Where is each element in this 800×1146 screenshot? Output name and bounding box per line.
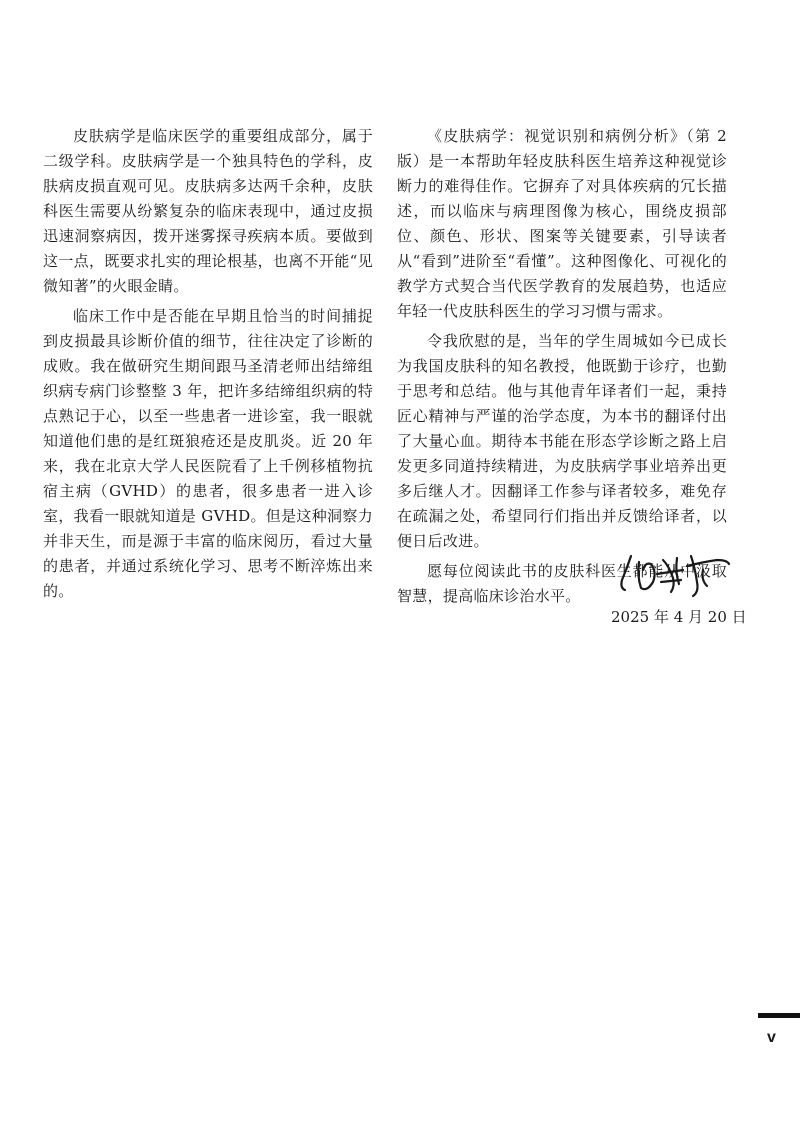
paragraph: 《皮肤病学：视觉识别和病例分析》（第 2 版）是一本帮助年轻皮肤科医生培养这种视觉诊断力的难得佳作。它摒弃了对具体疾病的冗长描述，而以临床与病理图像为核心，围绕皮损部位、颜色、形状、图案等关键要素，引导读者从“看到”进阶至“看懂”。这种图像化、可视化的教学方式契合当代医学教育的发展趋势，也适应年轻一代皮肤科医生的学习习惯与需求。 bbox=[397, 127, 727, 320]
paragraph: 令我欣慰的是，当年的学生周城如今已成长为我国皮肤科的知名教授，他既勤于诊疗，也勤于思考和总结。他与其他青年译者们一起，秉持匠心精神与严谨的治学态度，为本书的翻译付出了大量心血。期待本书能在形态学诊断之路上启发更多同道持续精进，为皮肤病学事业培养出更多后继人才。因翻译工作参与译者较多，难免存在疏漏之处，希望同行们指出并反馈给译者，以便日后改进。 bbox=[397, 332, 727, 550]
date: 2025 年 4 月 20 日 bbox=[611, 608, 747, 626]
right-column bbox=[397, 124, 727, 614]
paragraph: 临床工作中是否能在早期且恰当的时间捕捉到皮损最具诊断价值的细节，往往决定了诊断的成败。我在做研究生期间跟马圣清老师出结缔组织病专病门诊整整 3 年，把许多结缔组织病的特点熟记于心，以至一些患者一进诊室，我一眼就知道他们患的是红斑狼疮还是皮肌炎。近 20 年来，我在北京大学人民医院看了上千例移植物抗宿主病（GVHD）的患者，很多患者一进入诊室，我看一眼就知道是 GVHD。但是这种洞察力并非天生，而是源于丰富的临床阅历，看过大量的患者，并通过系统化学习、思考不断淬炼出来的。 bbox=[43, 307, 373, 600]
paragraph: 愿每位阅读此书的皮肤科医生都能从中汲取智慧，提高临床诊治水平。 bbox=[397, 562, 727, 605]
left-column bbox=[43, 124, 373, 609]
paragraph: 皮肤病学是临床医学的重要组成部分，属于二级学科。皮肤病学是一个独具特色的学科，皮肤病皮损直观可见。皮肤病多达两千余种，皮肤科医生需要从纷繁复杂的临床表现中，通过皮损迅速洞察病因，拨开迷雾探寻疾病本质。要做到这一点，既要求扎实的理论根基，也离不开能“见微知著”的火眼金睛。 bbox=[43, 127, 373, 295]
edge-marker bbox=[758, 1013, 800, 1018]
handwritten-signature bbox=[617, 552, 737, 598]
page-number: v bbox=[767, 1029, 776, 1046]
